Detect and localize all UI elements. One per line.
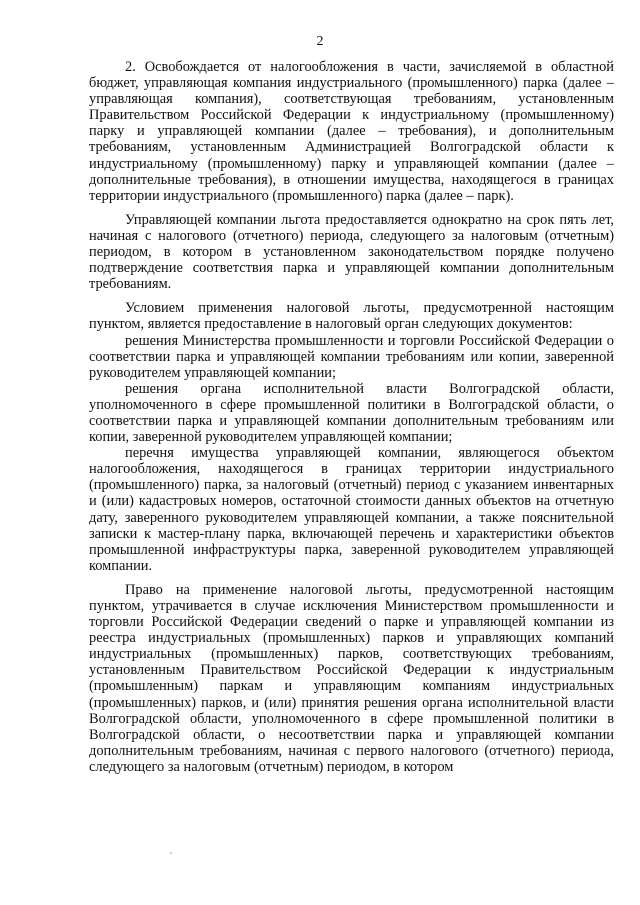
document-body: [89, 59, 614, 775]
paragraph-regional-authority-decision: решения органа исполнительной власти Волгоградской области, уполномоченного в сфере промышленной политики в Волгоградской области, о соответствии парка и управляющей компании дополнительным требованиям или копии, заверенной руководителем управляющей компании;: [89, 380, 614, 446]
paragraph-benefit-term: Управляющей компании льгота предоставляется однократно на срок пять лет, начиная с налогового (отчетного) периода, следующего за налоговым (отчетным) периодом, в котором в установленном законодательством порядке получено подтверждение соответствия парка и управляющей компании дополнительным требованиям.: [89, 211, 614, 293]
paragraph-ministry-decision: решения Министерства промышленности и торговли Российской Федерации о соответствии парка и управляющей компании требованиям или копии, заверенной руководителем управляющей компании;: [89, 332, 614, 381]
scan-speck: [170, 852, 172, 854]
paragraph-tax-exemption-clause: 2. Освобождается от налогообложения в части, зачисляемой в областной бюджет, управляющая компания индустриального (промышленного) парка (далее – управляющая компания), соответствующая требованиям, установленным Правительством Российской Федерации к индустриальному (промышленному) парку и управляющей компании (далее – требования), и дополнительным требованиям, установленным Администрацией Волгоградской области к индустриальному (промышленному) парку и управляющей компании (далее – дополнительные требования), в отношении имущества, находящегося в границах территории индустриального (промышленного) парка (далее – парк).: [89, 59, 614, 204]
page-number: 2: [316, 34, 324, 49]
paragraph-benefit-condition: Условием применения налоговой льготы, предусмотренной настоящим пунктом, является предоставление в налоговый орган следующих документов:: [89, 300, 614, 333]
paragraph-benefit-loss: Право на применение налоговой льготы, предусмотренной настоящим пунктом, утрачивается в случае исключения Министерством промышленности и торговли Российской Федерации сведений о парке и управляющей компании из реестра индустриальных (промышленных) парков и управляющих компаний индустриальных (промышленных) парков, соответствующих требованиям, установленным Правительством Российской Федерации к индустриальным (промышленным) паркам и управляющим компаниям индустриальных (промышленных) парков, и (или) принятия решения органа исполнительной власти Волгоградской области, уполномоченного в сфере промышленной политики в Волгоградской области, о несоответствии парка и управляющей компании дополнительным требованиям, начиная с первого налогового (отчетного) периода, следующего за налоговым (отчетным) периодом, в котором: [89, 581, 614, 775]
paragraph-property-list: перечня имущества управляющей компании, являющегося объектом налогообложения, находящегося в границах территории индустриального (промышленного) парка, за налоговый (отчетный) период с указанием инвентарных и (или) кадастровых номеров, остаточной стоимости данных объектов на отчетную дату, заверенного руководителем управляющей компании, а также пояснительной записки к мастер-плану парка, включающей перечень и характеристики объектов промышленной инфраструктуры парка, заверенной руководителем управляющей компании.: [89, 445, 614, 574]
